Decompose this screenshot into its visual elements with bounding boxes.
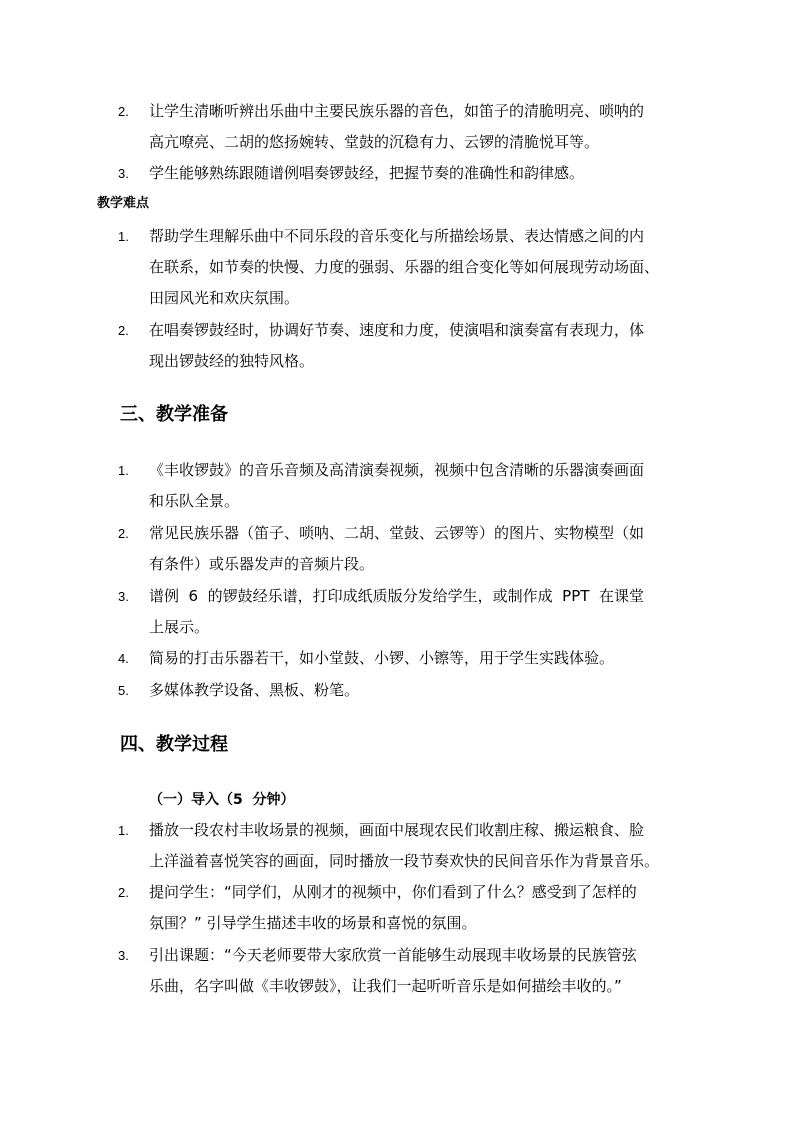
item-line: 在唱奏锣鼓经时，协调好节奏、速度和力度，使演唱和演奏富有表现力，体 — [149, 321, 645, 339]
item-text — [149, 581, 678, 643]
preparation-item-5 — [118, 675, 678, 706]
item-text — [149, 221, 678, 314]
item-line: 引出课题：“今天老师要带大家欣赏一首能够生动展现丰收场景的民族管弦 — [149, 946, 637, 964]
item-number: 2. — [118, 104, 129, 119]
preparation-item-3 — [118, 581, 678, 643]
item-line: 有条件）或乐器发声的音频片段。 — [149, 555, 375, 573]
difficulty-item-2 — [118, 315, 678, 377]
preparation-item-4 — [118, 643, 678, 674]
item-text — [149, 315, 678, 377]
item-line: 让学生清晰听辨出乐曲中主要民族乐器的音色，如笛子的清脆明亮、唢呐的 — [149, 102, 645, 120]
item-line: 氛围？” 引导学生描述丰收的场景和喜悦的氛围。 — [149, 914, 477, 932]
item-text — [149, 455, 678, 517]
item-line: 在联系，如节奏的快慢、力度的强弱、乐器的组合变化等如何展现劳动场面、 — [149, 258, 660, 276]
item-text — [149, 877, 678, 939]
item-line: 现出锣鼓经的独特风格。 — [149, 352, 315, 370]
item-text — [149, 96, 678, 158]
process-item-1 — [118, 815, 678, 877]
item-number: 1. — [118, 823, 129, 838]
objective-item-2 — [118, 96, 678, 158]
item-number: 3. — [118, 166, 129, 181]
item-line: 学生能够熟练跟随谱例唱奏锣鼓经，把握节奏的准确性和韵律感。 — [149, 164, 585, 182]
item-line: 上洋溢着喜悦笑容的画面，同时播放一段节奏欢快的民间音乐作为背景音乐。 — [149, 852, 660, 870]
item-line: 简易的打击乐器若干，如小堂鼓、小锣、小镲等，用于学生实践体验。 — [149, 649, 615, 667]
section-heading-process: 四、教学过程 — [120, 734, 228, 755]
item-number: 2. — [118, 526, 129, 541]
item-text — [149, 675, 678, 706]
item-line: 乐曲，名字叫做《丰收锣鼓》，让我们一起听听音乐是如何描绘丰收的。” — [149, 977, 622, 995]
subsection-heading-intro: （一）导入（5 分钟） — [149, 792, 295, 808]
item-number: 4. — [118, 651, 129, 666]
preparation-item-1 — [118, 455, 678, 517]
item-number: 3. — [118, 589, 129, 604]
item-text — [149, 643, 678, 674]
item-line: 《丰收锣鼓》的音乐音频及高清演奏视频，视频中包含清晰的乐器演奏画面 — [149, 461, 645, 479]
item-text — [149, 158, 678, 189]
item-number: 2. — [118, 885, 129, 900]
item-line: 常见民族乐器（笛子、唢呐、二胡、堂鼓、云锣等）的图片、实物模型（如 — [149, 524, 645, 542]
item-number: 1. — [118, 463, 129, 478]
item-line: 上展示。 — [149, 618, 210, 636]
item-number: 5. — [118, 683, 129, 698]
item-line: 播放一段农村丰收场景的视频，画面中展现农民们收割庄稼、搬运粮食、脸 — [149, 821, 645, 839]
process-item-3 — [118, 940, 678, 1002]
item-number: 3. — [118, 948, 129, 963]
preparation-item-2 — [118, 518, 678, 580]
item-line: 高亢嘹亮、二胡的悠扬婉转、堂鼓的沉稳有力、云锣的清脆悦耳等。 — [149, 133, 600, 151]
item-text — [149, 940, 678, 1002]
item-line: 多媒体教学设备、黑板、粉笔。 — [149, 681, 360, 699]
difficulties-label: 教学难点 — [97, 196, 150, 211]
item-text — [149, 518, 678, 580]
item-text — [149, 815, 678, 877]
item-line: 提问学生：“同学们，从刚才的视频中，你们看到了什么？感受到了怎样的 — [149, 883, 637, 901]
item-number: 2. — [118, 323, 129, 338]
item-line: 谱例 6 的锣鼓经乐谱，打印成纸质版分发给学生，或制作成 PPT 在课堂 — [149, 587, 644, 605]
item-number: 1. — [118, 229, 129, 244]
item-line: 田园风光和欢庆氛围。 — [149, 289, 300, 307]
objective-item-3 — [118, 158, 678, 189]
item-line: 帮助学生理解乐曲中不同乐段的音乐变化与所描绘场景、表达情感之间的内 — [149, 227, 645, 245]
process-item-2 — [118, 877, 678, 939]
section-heading-preparation: 三、教学准备 — [120, 404, 228, 425]
difficulty-item-1 — [118, 221, 678, 314]
item-line: 和乐队全景。 — [149, 492, 240, 510]
